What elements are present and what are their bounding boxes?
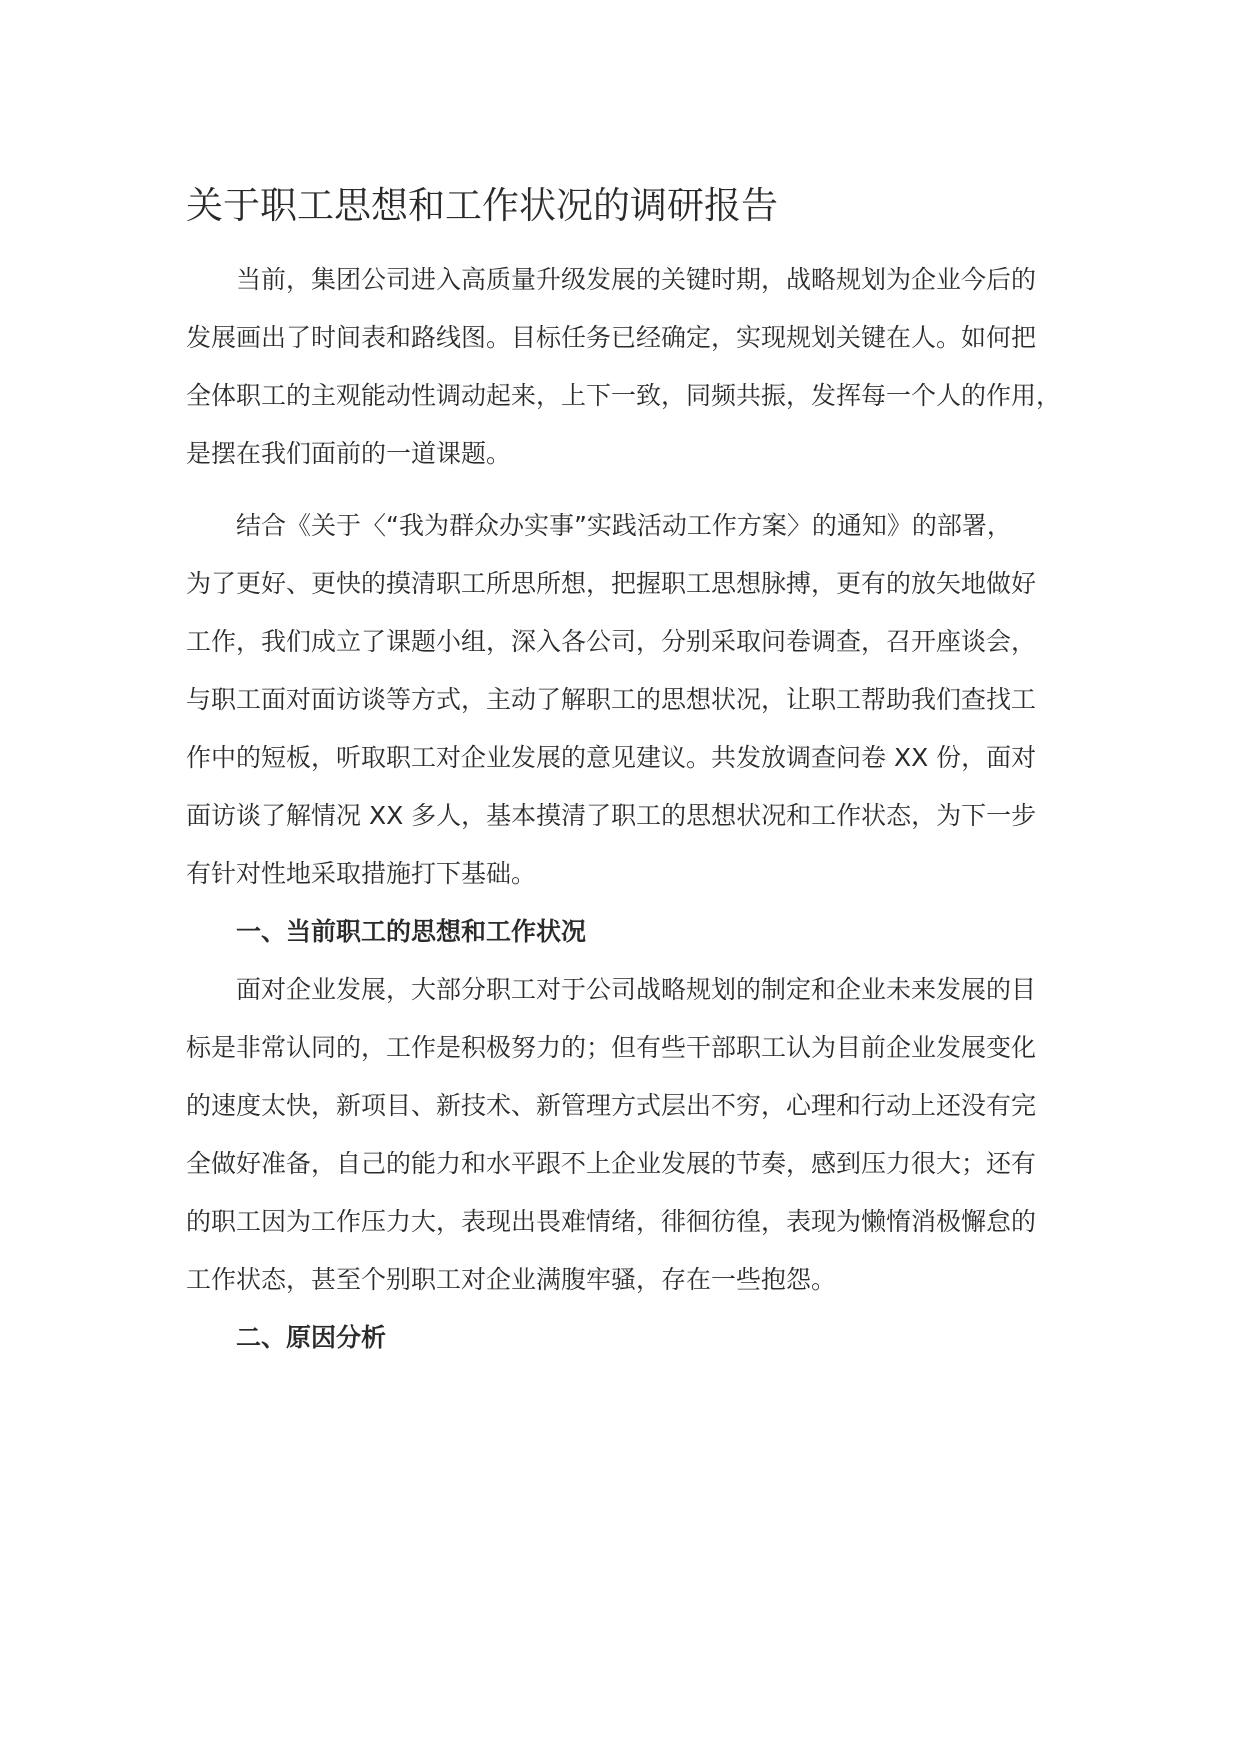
paragraph-3-line-6: 工作状态，甚至个别职工对企业满腹牢骚，存在一些抱怨。	[186, 1265, 837, 1294]
paragraph-1-line-4: 是摆在我们面前的一道课题。	[186, 439, 512, 468]
section-heading-2: 二、原因分析	[236, 1323, 387, 1352]
paragraph-3-line-4: 全做好准备，自己的能力和水平跟不上企业发展的节奏，感到压力很大；还有	[186, 1149, 1037, 1178]
document-title: 关于职工思想和工作状况的调研报告	[186, 184, 778, 227]
paragraph-3-line-2: 标是非常认同的，工作是积极努力的；但有些干部职工认为目前企业发展变化	[186, 1033, 1037, 1062]
paragraph-3-line-3: 的速度太快，新项目、新技术、新管理方式层出不穷，心理和行动上还没有完	[186, 1091, 1037, 1120]
paragraph-2-line-2: 为了更好、更快的摸清职工所思所想，把握职工思想脉搏，更有的放矢地做好	[186, 569, 1037, 598]
paragraph-3-line-5: 的职工因为工作压力大，表现出畏难情绪，徘徊彷徨，表现为懒惰消极懈怠的	[186, 1207, 1037, 1236]
paragraph-2-line-6: 面访谈了解情况 XX 多人，基本摸清了职工的思想状况和工作状态，为下一步	[186, 801, 1037, 830]
paragraph-1-line-2: 发展画出了时间表和路线图。目标任务已经确定，实现规划关键在人。如何把	[186, 323, 1037, 352]
paragraph-3-line-1: 面对企业发展，大部分职工对于公司战略规划的制定和企业未来发展的目	[236, 975, 1037, 1004]
paragraph-2-line-4: 与职工面对面访谈等方式，主动了解职工的思想状况，让职工帮助我们查找工	[186, 685, 1037, 714]
paragraph-2-line-1: 结合《关于〈“我为群众办实事”实践活动工作方案〉的通知》的部署，	[236, 511, 1012, 540]
paragraph-1-line-1: 当前，集团公司进入高质量升级发展的关键时期，战略规划为企业今后的	[236, 265, 1037, 294]
paragraph-2-line-7: 有针对性地采取措施打下基础。	[186, 859, 537, 888]
paragraph-2-line-3: 工作，我们成立了课题小组，深入各公司，分别采取问卷调查，召开座谈会，	[186, 627, 1037, 656]
section-heading-1: 一、当前职工的思想和工作状况	[236, 917, 587, 946]
paragraph-1-line-3: 全体职工的主观能动性调动起来，上下一致，同频共振，发挥每一个人的作用，	[186, 381, 1062, 410]
paragraph-2-line-5: 作中的短板，听取职工对企业发展的意见建议。共发放调查问卷 XX 份，面对	[186, 743, 1037, 772]
